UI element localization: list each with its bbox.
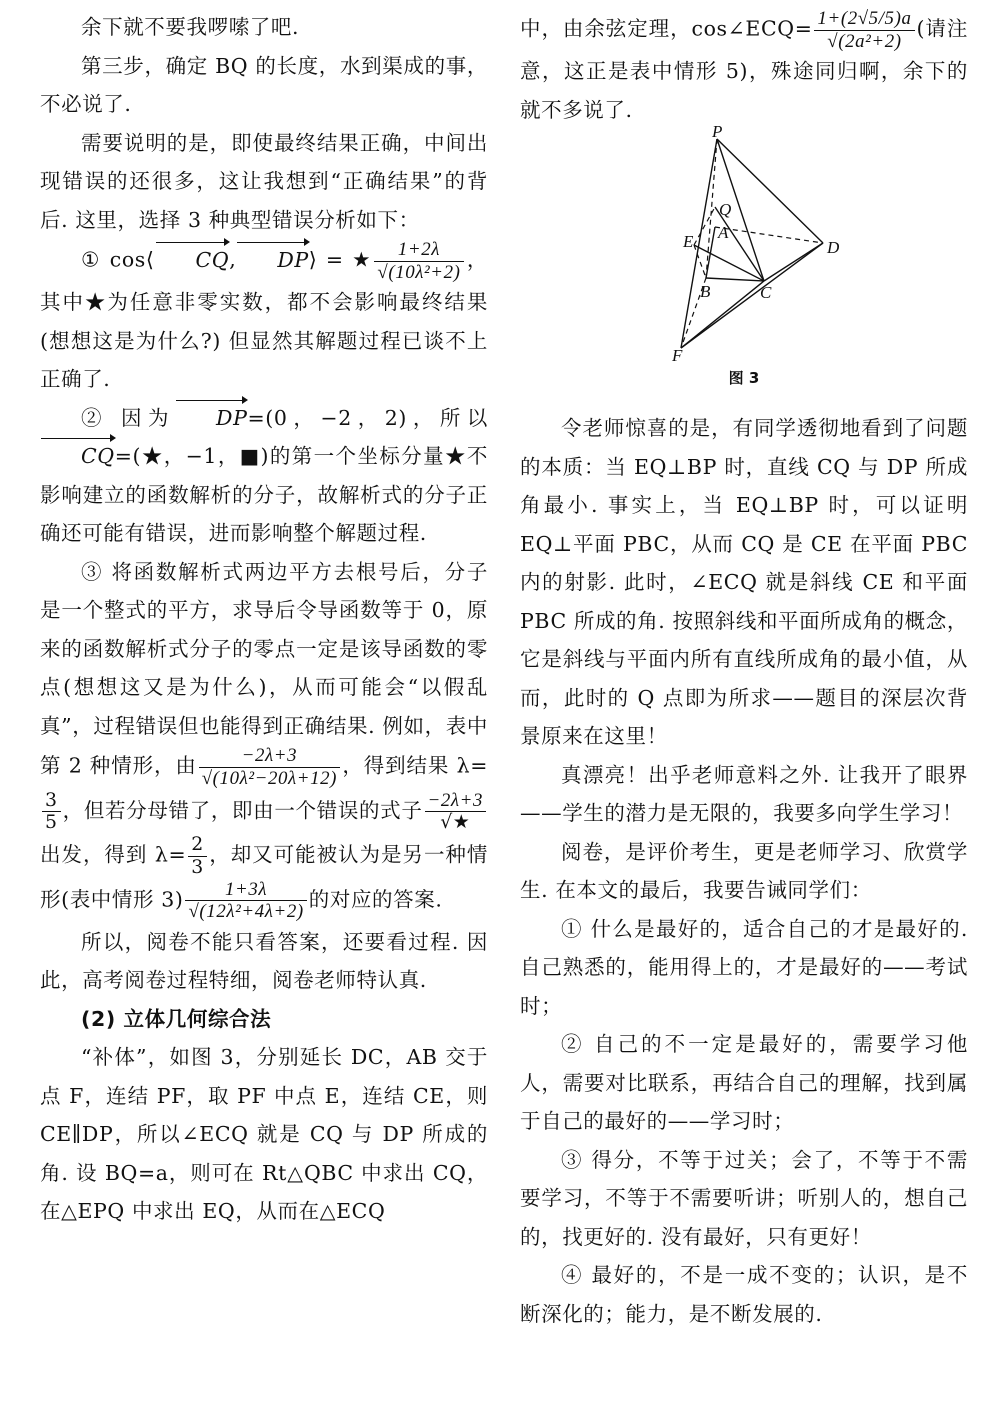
fraction-numerator: 1+(2√5/5)a <box>814 8 914 31</box>
paragraph-solid-geometry: “补体”，如图 3，分别延长 DC，AB 交于点 F，连结 PF，取 PF 中点 E，连结 CE，则 CE∥DP，所以∠ECQ 就是 CQ 与 DP 所成的角. 设 BQ=a，则可在 Rt△QBC 中求出 CQ，在△EPQ 中求出 EQ，从而在△ECQ <box>40 1045 488 1224</box>
fraction-example-3 <box>425 790 486 834</box>
fraction-numerator: 1+3λ <box>185 879 306 902</box>
fraction-example-1 <box>199 745 340 789</box>
error-1-tail: ，其中★为任意非零实数，都不会影响最终结果(想想这是为什么?) 但显然其解题过程已谈不上正确了. <box>40 247 488 392</box>
label-f: F <box>672 346 683 366</box>
fraction-denominator: 5 <box>45 811 58 834</box>
advice-item-1: ① 什么是最好的，适合自己的才是最好的. 自己熟悉的，能用得上的，才是最好的——考试时； <box>520 916 968 1018</box>
section-heading: (2) 立体几何综合法 <box>81 1006 272 1031</box>
cosine-law-pre: 中，由余弦定理，cos∠ECQ= <box>520 16 813 41</box>
advice-item-2: ② 自己的不一定是最好的，需要学习他人，需要对比联系，再结合自己的理解，找到属于自己的最好的——学习时； <box>520 1032 968 1134</box>
error-3-text-1: ③ 将函数解析式两边平方去根号后，分子是一个整式的平方，求导后令导函数等于 0，原来的函数解析式分子的零点一定是该导函数的零点(想想这又是为什么)，从而可能会“以假乱真”，过程错误但也能得到正确结果. 例如，表中第 2 种情形，由 <box>40 559 488 779</box>
fraction-error-1 <box>374 239 463 283</box>
error-item-2 <box>40 399 488 553</box>
advice-item-4: ④ 最好的，不是一成不变的；认识，是不断深化的；能力，是不断发展的. <box>520 1263 968 1326</box>
label-q: Q <box>719 200 732 220</box>
figure-caption: 图 3 <box>728 369 760 388</box>
error-1-comma: , <box>229 247 237 272</box>
error-3-text-3: ，但若分母错了，即由一个错误的式子 <box>62 798 423 823</box>
edge-b-c <box>706 278 764 281</box>
fraction-numerator: 1+2λ <box>374 239 463 262</box>
paragraph-insight: 令老师惊喜的是，有同学透彻地看到了问题的本质：当 EQ⊥BP 时，直线 CQ 与 DP 所成角最小. 事实上，当 EQ⊥BP 时，可以证明 EQ⊥平面 PBC，从而 CQ 是 CE 在平面 PBC 内的射影. 此时，∠ECQ 就是斜线 CE 和平面 PBC 所成的角. 按照斜线和平面所成角的概念，它是斜线与平面内所有直线所成角的最小值，从而，此时的 Q 点即为所求——题目的深层次背景原来在这里！ <box>520 416 968 749</box>
label-b: B <box>700 282 711 302</box>
vector-cq: CQ <box>155 241 230 280</box>
edge-c-d <box>764 243 823 281</box>
fraction-example-4 <box>188 834 207 878</box>
geometry-diagram <box>520 122 968 397</box>
fraction-example-5 <box>185 879 306 923</box>
error-item-1 <box>40 239 488 399</box>
vector-cq: CQ <box>40 437 115 476</box>
error-item-3 <box>40 553 488 923</box>
paragraph-errors-intro: 需要说明的是，即使最终结果正确，中间出现错误的还很多，这让我想到“正确结果”的背后. 这里，选择 3 种典型错误分析如下： <box>40 130 488 232</box>
fraction-denominator: √(10λ²+2) <box>377 261 461 283</box>
error-3-text-2: ，得到结果 λ= <box>342 754 488 779</box>
paragraph-grading: 阅卷，是评价考生，更是老师学习、欣赏学生. 在本文的最后，我要告诫同学们： <box>520 839 968 903</box>
cosine-law-post: (请注意，这正是表中情形 5)，殊途同归啊，余下的就不多说了. <box>520 16 968 122</box>
fraction-denominator: √(10λ²−20λ+12) <box>201 768 338 790</box>
paragraph-beautiful: 真漂亮！出乎老师意料之外. 让我开了眼界——学生的潜力是无限的，我要多向学生学习！ <box>520 762 968 826</box>
left-column <box>40 8 488 1231</box>
paragraph-step-three: 第三步，确定 BQ 的长度，水到渠成的事，不必说了. <box>40 53 488 116</box>
label-p: P <box>712 122 723 142</box>
label-d: D <box>827 238 840 258</box>
error-2-mid: =(0，−2，2)，所以 <box>247 405 488 430</box>
error-3-text-5: ，却又可能被认为是另一种情形(表中情形 3) <box>40 842 488 912</box>
fraction-example-2 <box>42 790 61 834</box>
label-e: E <box>683 232 694 252</box>
error-1-lead: ① cos⟨ <box>81 247 155 272</box>
advice-item-3: ③ 得分，不等于过关；会了，不等于不需要学习，不等于不需要听讲；听别人的，想自己的，找更好的. 没有最好，只有更好！ <box>520 1147 968 1249</box>
fraction-numerator: 2 <box>188 834 207 857</box>
vector-dp: DP <box>236 241 308 280</box>
label-c: C <box>760 283 772 303</box>
fraction-denominator: 3 <box>191 855 204 878</box>
fraction-cos-ecq <box>814 8 914 52</box>
fraction-denominator: √★ <box>440 811 471 834</box>
error-2-lead: ② 因为 <box>81 405 176 430</box>
error-3-text-6: 的对应的答案. <box>308 887 443 912</box>
fraction-denominator: √(2a²+2) <box>827 30 902 52</box>
hidden-edge-a-d <box>715 227 823 243</box>
paragraph-conclusion: 所以，阅卷不能只看答案，还要看过程. 因此，高考阅卷过程特细，阅卷老师特认真. <box>40 929 488 993</box>
paragraph-intro: 余下就不要我啰嗦了吧. <box>81 15 300 39</box>
figure-3 <box>520 122 968 397</box>
label-a: A <box>718 223 729 243</box>
paragraph-cosine-law <box>520 8 968 129</box>
fraction-numerator: −2λ+3 <box>199 745 340 768</box>
fraction-numerator: 3 <box>42 790 61 813</box>
vector-dp: DP <box>175 399 247 438</box>
error-3-text-4: 出发，得到 λ= <box>40 842 187 867</box>
edge-p-d <box>717 139 823 243</box>
error-2-tail: =(★，−1，■)的第一个坐标分量★不影响建立的函数解析的分子，故解析式的分子正确还可能有错误，进而影响整个解题过程. <box>40 444 488 546</box>
fraction-denominator: √(12λ²+4λ+2) <box>188 901 304 923</box>
right-column <box>520 8 968 1333</box>
error-1-eq: ⟩ = ★ <box>308 247 373 272</box>
fraction-numerator: −2λ+3 <box>425 790 486 813</box>
